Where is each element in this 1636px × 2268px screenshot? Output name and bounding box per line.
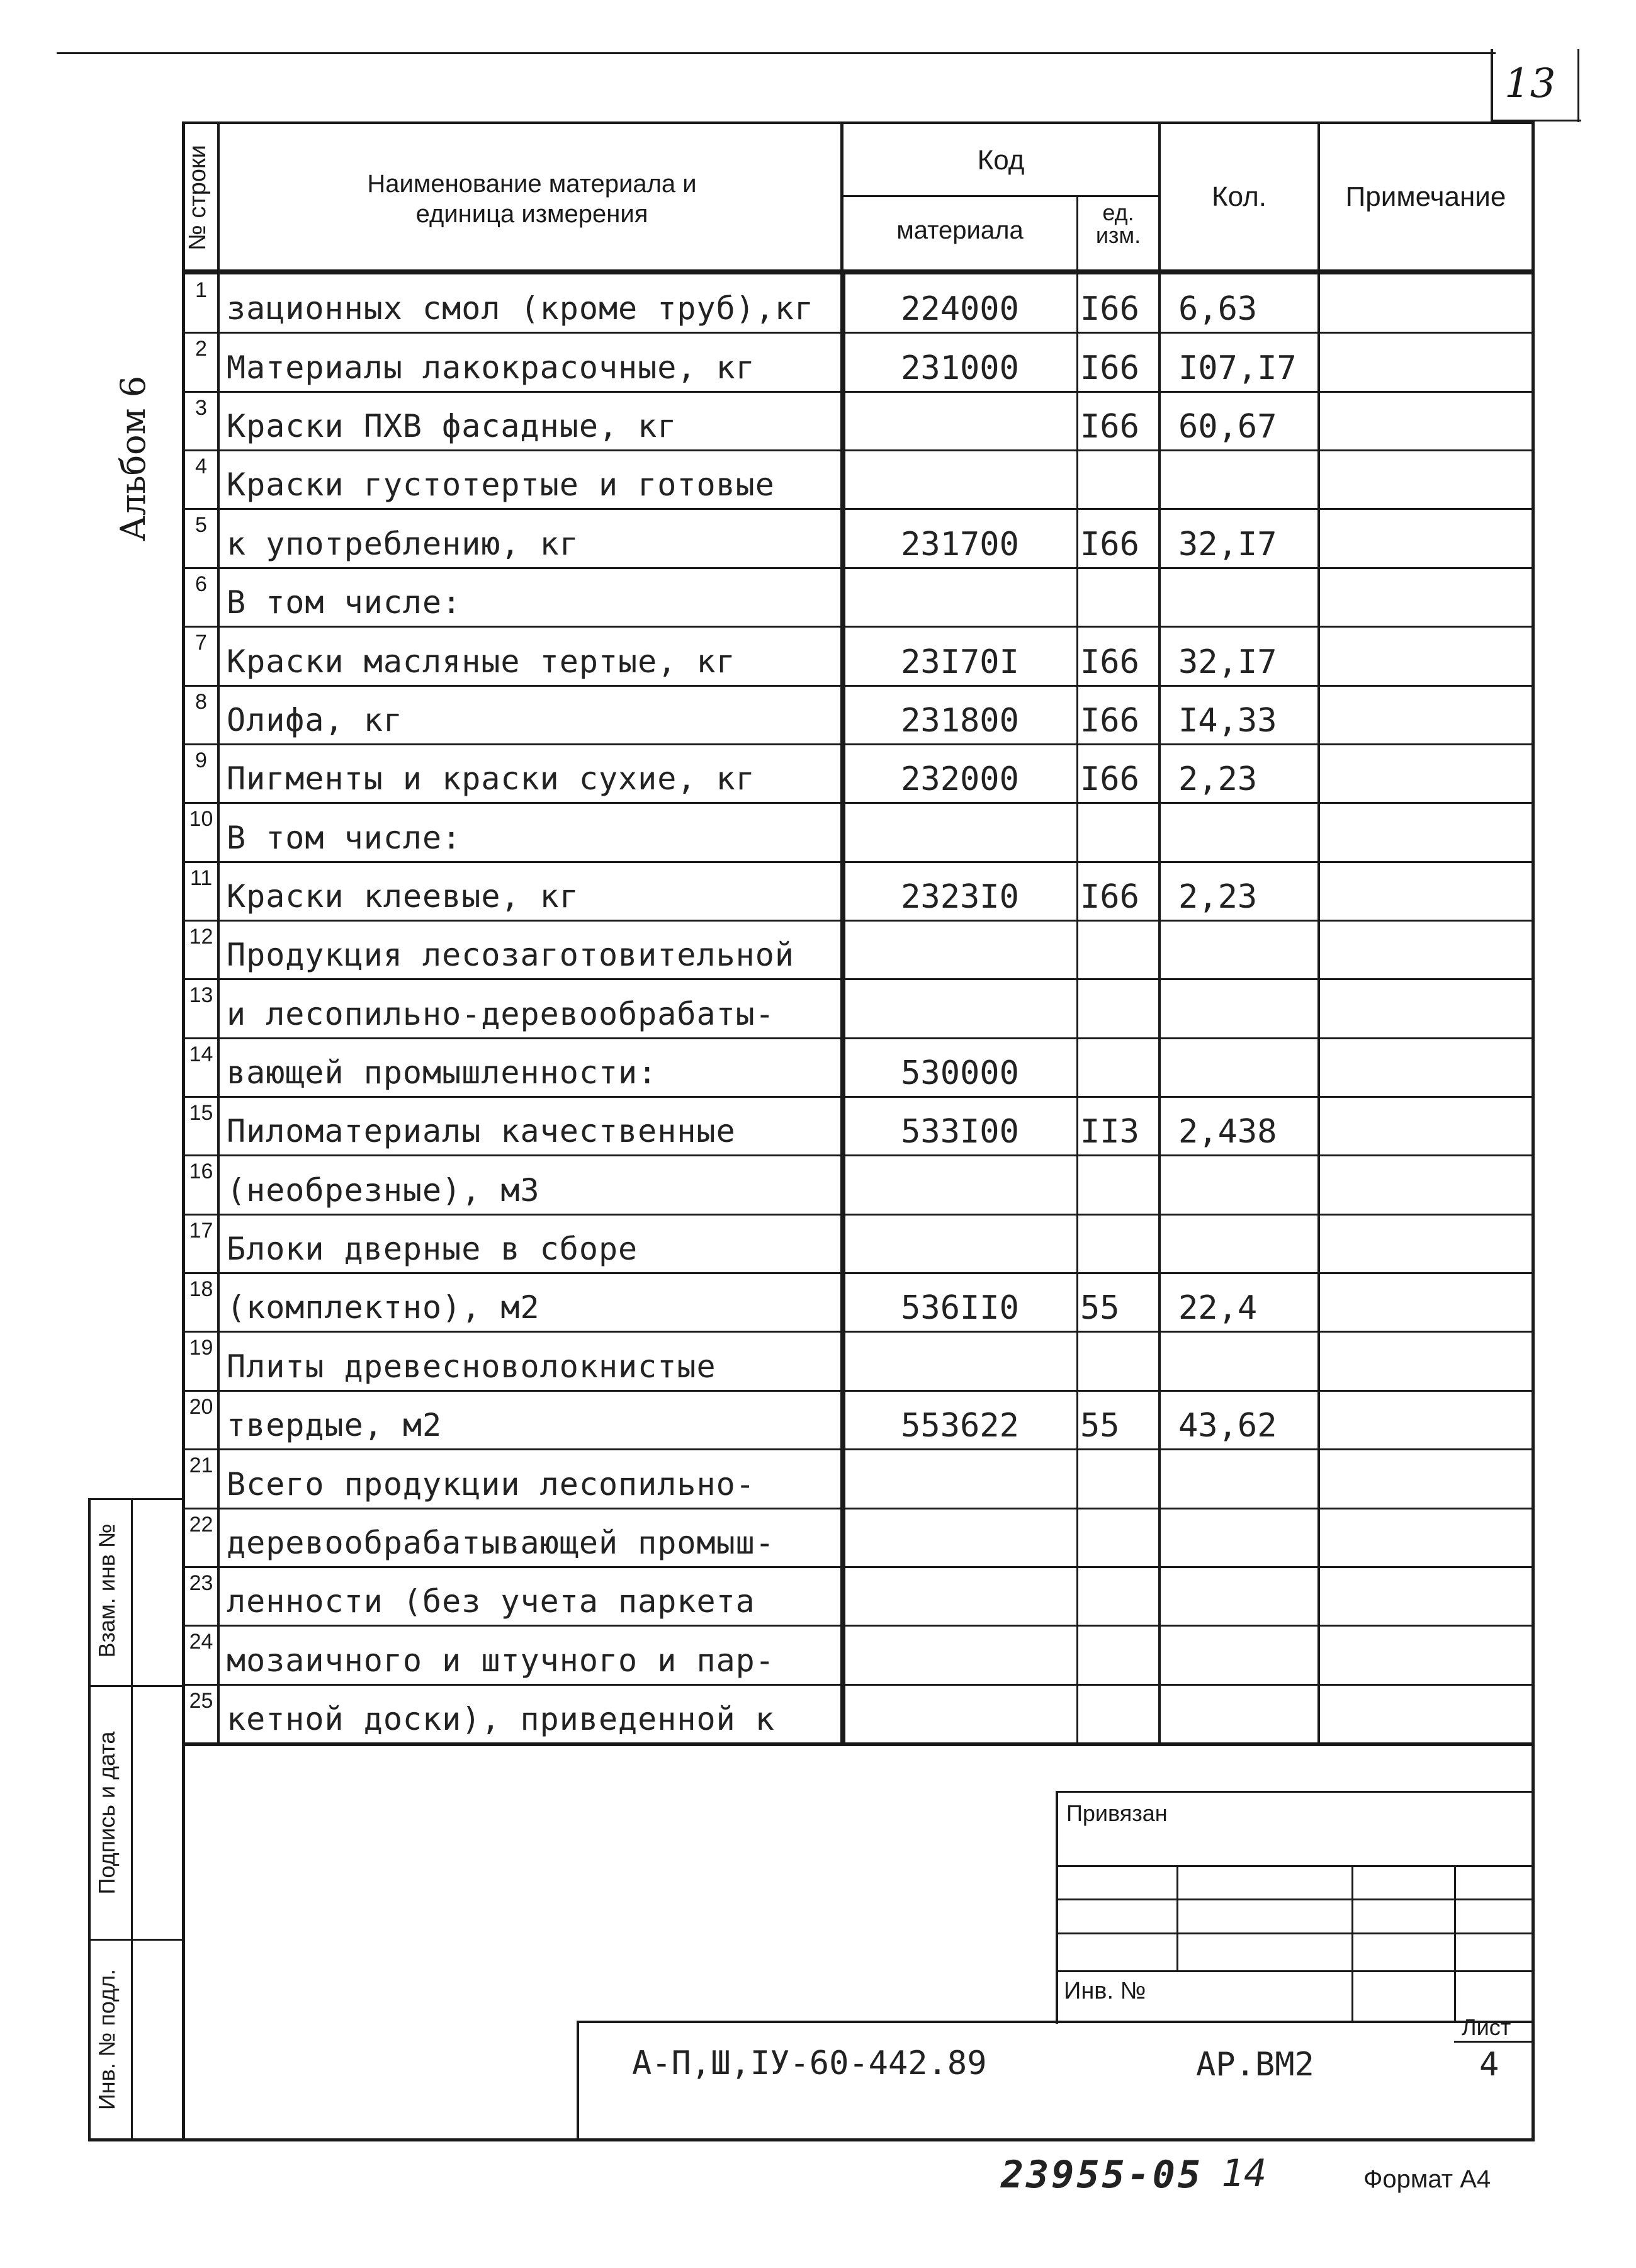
cell-n: 7 (195, 631, 207, 655)
cell-name: к употреблению, кг (227, 525, 579, 562)
row-rule (182, 861, 1534, 863)
column-rule (1317, 274, 1320, 1746)
row-rule (182, 1508, 1534, 1509)
inv-podl-label: Инв. № подл. (94, 1968, 120, 2111)
header-code: Код (977, 145, 1025, 176)
column-rule (1158, 274, 1161, 1746)
cell-code: 231000 (901, 349, 1019, 387)
cell-n: 1 (195, 278, 207, 302)
designation: А-П,Ш,IУ-60-442.89 (632, 2045, 987, 2082)
cell-code: 232000 (901, 760, 1019, 799)
cell-name: кетной доски), приведенной к (227, 1701, 775, 1737)
header-name: Наименование материала и единица измерения (367, 170, 697, 228)
cell-code: 231700 (901, 525, 1019, 563)
podpis-label: Подпись и дата (94, 1731, 120, 1895)
cell-n: 8 (195, 689, 207, 714)
row-rule (182, 1625, 1534, 1627)
cell-qty: 32,I7 (1178, 525, 1277, 563)
cell-n: 2 (195, 337, 207, 361)
cell-n: 23 (189, 1571, 213, 1595)
sheet-label: Лист (1462, 2014, 1511, 2040)
header-note: Примечание (1345, 181, 1506, 212)
cell-n: 5 (195, 513, 207, 538)
cell-name: Краски клеевые, кг (227, 877, 579, 915)
cell-n: 13 (189, 983, 213, 1008)
cell-code: 224000 (901, 290, 1019, 329)
row-rule (182, 1272, 1534, 1274)
cell-n: 16 (189, 1159, 213, 1184)
cell-n: 20 (189, 1394, 213, 1419)
cell-n: 15 (189, 1101, 213, 1126)
section-code: АР.ВМ2 (1196, 2046, 1314, 2084)
row-rule (182, 332, 1534, 334)
row-rule (182, 1448, 1534, 1450)
row-rule (182, 391, 1534, 393)
cell-name: твердые, м2 (227, 1407, 443, 1444)
cell-unit: I66 (1080, 877, 1139, 916)
row-rule (182, 685, 1534, 687)
row-rule (182, 508, 1534, 510)
cell-n: 18 (189, 1277, 213, 1302)
cell-code: 530000 (901, 1054, 1019, 1093)
column-rule (840, 274, 845, 1746)
row-rule (182, 449, 1534, 451)
row-rule (182, 1331, 1534, 1333)
column-rule (217, 274, 220, 1746)
cell-qty: 2,23 (1178, 877, 1258, 916)
row-rule (182, 1037, 1534, 1039)
cell-name: Олифа, кг (227, 701, 403, 738)
cell-qty: I07,I7 (1178, 349, 1297, 387)
cell-unit: I66 (1080, 349, 1139, 387)
cell-unit: I66 (1080, 290, 1139, 329)
cell-name: и лесопильно-деревообрабаты- (227, 995, 775, 1032)
cell-qty: 2,438 (1178, 1113, 1277, 1151)
row-rule (182, 1566, 1534, 1568)
cell-name: В том числе: (227, 584, 462, 621)
cell-unit: I66 (1080, 408, 1139, 446)
row-rule (182, 1214, 1534, 1216)
cell-code: 536II0 (901, 1289, 1019, 1328)
cell-n: 12 (189, 924, 213, 949)
cell-n: 17 (189, 1218, 213, 1243)
cell-n: 11 (189, 866, 213, 890)
cell-code: 553622 (901, 1407, 1019, 1445)
cell-name: вающей промышленности: (227, 1054, 658, 1092)
sheet-number: 4 (1479, 2046, 1499, 2084)
cell-name: Продукция лесозаготовительной (227, 937, 794, 974)
cell-unit: I66 (1080, 525, 1139, 563)
cell-name: Материалы лакокрасочные, кг (227, 349, 755, 386)
cell-qty: 60,67 (1178, 408, 1277, 446)
row-rule (182, 1096, 1534, 1098)
cell-name: деревообрабатывающей промыш- (227, 1524, 775, 1561)
cell-code: 231800 (901, 701, 1019, 740)
cell-name: В том числе: (227, 819, 462, 856)
cell-n: 4 (195, 454, 207, 479)
cell-name: ленности (без учета паркета (227, 1583, 755, 1620)
cell-qty: 6,63 (1178, 290, 1258, 329)
cell-qty: 22,4 (1178, 1289, 1258, 1328)
format-label: Формат А4 (1363, 2165, 1491, 2193)
cell-n: 24 (189, 1630, 213, 1654)
cell-name: Плиты древесноволокнистые (227, 1348, 716, 1385)
cell-n: 9 (195, 748, 207, 772)
row-rule (182, 743, 1534, 745)
header-qty: Кол. (1211, 181, 1267, 212)
cell-qty: 2,23 (1178, 760, 1258, 799)
cell-name: Пиломатериалы качественные (227, 1113, 736, 1150)
cell-name: Всего продукции лесопильно- (227, 1465, 755, 1503)
cell-name: мозаичного и штучного и пар- (227, 1642, 775, 1679)
column-rule (1076, 274, 1078, 1746)
row-rule (182, 1390, 1534, 1392)
cell-name: (необрезные), м3 (227, 1171, 540, 1209)
cell-name: Краски масляные тертые, кг (227, 643, 736, 680)
header-unit: ед. изм. (1095, 200, 1141, 248)
cell-n: 25 (189, 1688, 213, 1713)
cell-name: Краски густотертые и готовые (227, 466, 775, 504)
cell-unit: 55 (1080, 1289, 1120, 1328)
header-material: материала (896, 217, 1024, 244)
page-number: 13 (1504, 60, 1556, 107)
cell-unit: II3 (1080, 1113, 1139, 1151)
row-rule (182, 920, 1534, 922)
cell-name: Краски ПХВ фасадные, кг (227, 408, 677, 445)
cell-qty: I4,33 (1178, 701, 1277, 740)
cell-code: 23I70I (901, 643, 1019, 681)
cell-n: 19 (189, 1336, 213, 1360)
row-rule (182, 1684, 1534, 1686)
vzam-inv-label: Взам. инв № (94, 1523, 120, 1658)
cell-name: (комплектно), м2 (227, 1289, 540, 1326)
cell-n: 6 (195, 572, 207, 596)
cell-n: 10 (189, 807, 213, 832)
cell-code: 533I00 (901, 1113, 1019, 1151)
privyazan-label: Привязан (1066, 1800, 1168, 1826)
row-rule (182, 1742, 1534, 1746)
cell-n: 14 (189, 1042, 213, 1066)
cell-name: зационных смол (кроме труб),кг (227, 290, 815, 327)
cell-unit: I66 (1080, 701, 1139, 740)
row-rule (182, 626, 1534, 628)
row-rule (182, 802, 1534, 804)
cell-n: 22 (189, 1512, 213, 1537)
cell-code: 2323I0 (901, 877, 1019, 916)
header-row-no: № строки (184, 145, 211, 251)
cell-name: Блоки дверные в сборе (227, 1231, 638, 1268)
footer-sheet: 14 (1221, 2152, 1267, 2196)
cell-unit: I66 (1080, 643, 1139, 681)
doc-number: 23955-05 (1001, 2153, 1203, 2197)
inv-no-label: Инв. № (1064, 1978, 1146, 2004)
cell-unit: 55 (1080, 1407, 1120, 1445)
album-label: Альбом 6 (113, 375, 153, 541)
row-rule (182, 978, 1534, 980)
cell-unit: I66 (1080, 760, 1139, 799)
cell-name: Пигменты и краски сухие, кг (227, 760, 755, 798)
cell-n: 3 (195, 395, 207, 420)
cell-qty: 32,I7 (1178, 643, 1277, 681)
row-rule (182, 1154, 1534, 1156)
row-rule (182, 567, 1534, 569)
cell-n: 21 (189, 1453, 213, 1478)
cell-qty: 43,62 (1178, 1407, 1277, 1445)
